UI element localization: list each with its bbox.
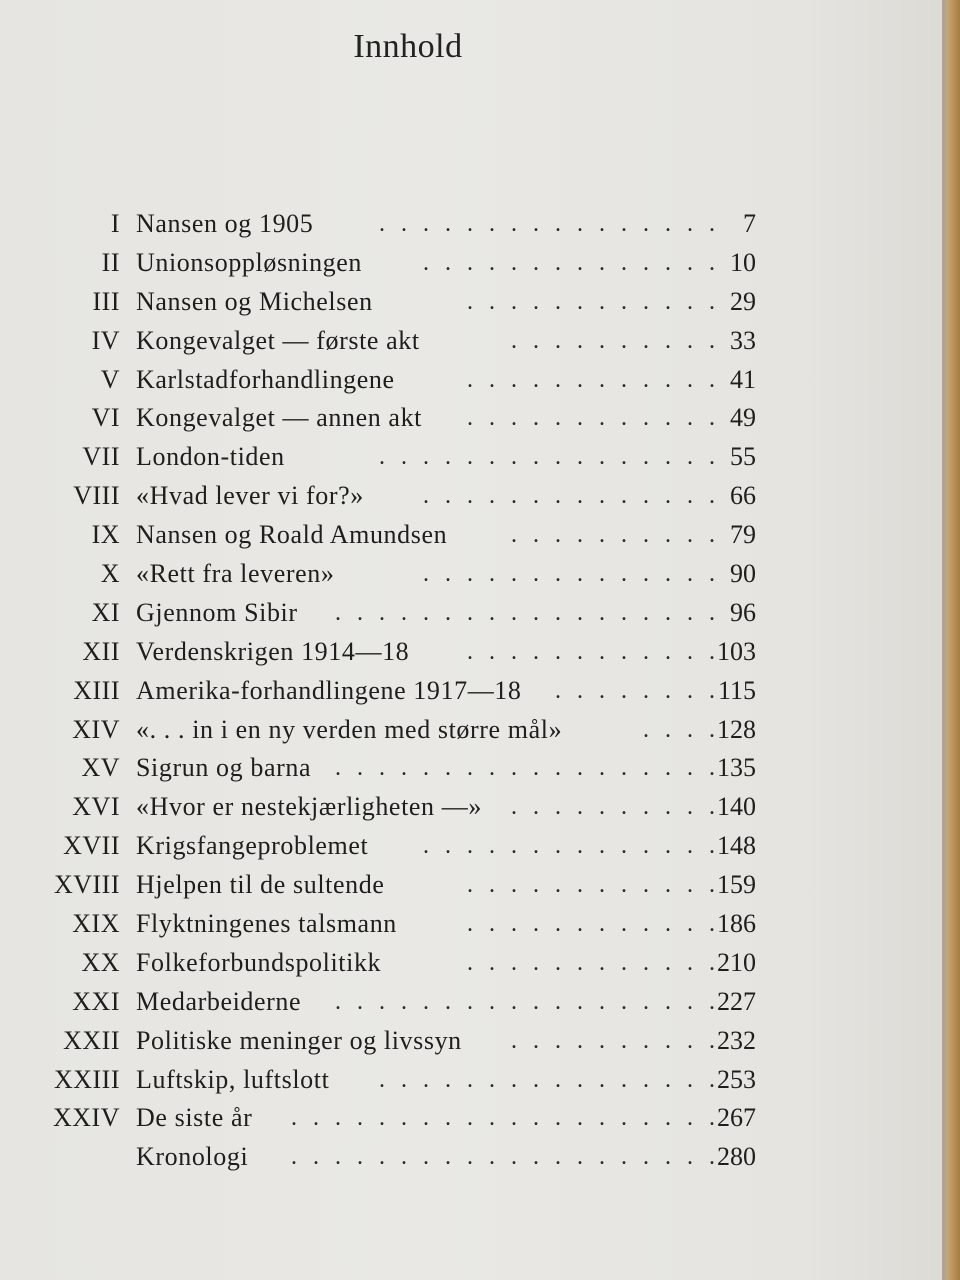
page-number: 49 (730, 403, 756, 433)
chapter-number: XIV (72, 714, 120, 744)
page-number: 280 (717, 1142, 756, 1172)
toc-entry (0, 1138, 942, 1177)
toc-entry (0, 322, 942, 361)
page-number: 90 (730, 559, 756, 589)
page-number: 96 (730, 597, 756, 627)
toc-entry (0, 361, 942, 400)
chapter-number: VI (91, 403, 120, 433)
chapter-number: XII (82, 636, 120, 666)
chapter-title: Folkeforbundspolitikk (136, 947, 382, 977)
page-number: 41 (730, 364, 756, 394)
page-number: 140 (717, 792, 756, 822)
chapter-number: XXI (72, 986, 120, 1016)
page-number: 79 (730, 520, 756, 550)
page-number: 115 (717, 675, 756, 705)
table-of-contents (0, 205, 942, 1177)
chapter-title: Flyktningenes talsmann (136, 909, 397, 939)
leader-dots: . . . . . . . . . . . . (467, 638, 720, 665)
chapter-title: Nansen og 1905 (136, 209, 314, 238)
chapter-title: De siste år (136, 1103, 253, 1133)
page-number: 253 (717, 1064, 756, 1094)
toc-entry (0, 244, 942, 283)
chapter-title: Amerika-forhandlingene 1917—18 (136, 675, 522, 705)
page-title: Innhold (353, 28, 463, 65)
toc-entry (0, 1022, 942, 1061)
page-number: 55 (730, 442, 756, 472)
leader-dots: . . . . . . . . . . (511, 1027, 720, 1054)
toc-entry (0, 1061, 942, 1100)
chapter-title: Nansen og Michelsen (136, 286, 373, 316)
chapter-number: XXIII (53, 1064, 120, 1094)
leader-dots: . . . . . . . . . . . . (467, 911, 720, 938)
toc-entry (0, 827, 942, 866)
page-number: 210 (717, 947, 756, 977)
toc-entry (0, 749, 942, 788)
chapter-number: VII (82, 442, 120, 472)
chapter-number: X (100, 559, 120, 589)
page-number: 10 (730, 247, 756, 277)
toc-entry (0, 205, 942, 244)
leader-dots: . . . . . . . . . . . . . . . . . . . . (291, 1105, 720, 1132)
toc-entry (0, 672, 942, 711)
toc-entry (0, 283, 942, 322)
toc-entry (0, 788, 942, 827)
leader-dots: . . . . . . . . . . . . (467, 949, 720, 976)
page-number: 29 (730, 286, 756, 316)
chapter-title: «Hvor er nestekjærligheten —» (136, 792, 482, 822)
leader-dots: . . . . . . . . . . . . . . . . (379, 1066, 720, 1093)
leader-dots: . . . . . . . . (555, 677, 720, 704)
chapter-title: Kronologi (136, 1142, 249, 1172)
chapter-title: Kongevalget — annen akt (136, 403, 422, 433)
chapter-title: Hjelpen til de sultende (136, 870, 385, 900)
toc-entry (0, 866, 942, 905)
chapter-number: II (101, 247, 120, 277)
leader-dots: . . . . . . . . . . . . . . (423, 833, 720, 860)
chapter-title: Krigsfangeproblemet (136, 831, 369, 861)
leader-dots: . . . . . . . . . . . . . . . . (379, 211, 720, 237)
chapter-title: Unionsoppløsningen (136, 247, 363, 277)
chapter-title: Nansen og Roald Amundsen (136, 520, 448, 550)
chapter-title: Sigrun og barna (136, 753, 312, 783)
chapter-number: IX (91, 520, 120, 550)
toc-entry (0, 905, 942, 944)
leader-dots: . . . . . . . . . . . . . . . . . . (335, 599, 720, 626)
chapter-title: Medarbeiderne (136, 986, 302, 1016)
chapter-number: XXIV (53, 1103, 120, 1133)
leader-dots: . . . . . . . . . . . . . . (423, 561, 720, 588)
chapter-number: XIX (72, 909, 120, 939)
leader-dots: . . . . . . . . . . (511, 327, 720, 354)
leader-dots: . . . . . . . . . . . . . . . . . . (335, 988, 720, 1015)
toc-entry (0, 633, 942, 672)
toc-entry (0, 1099, 942, 1138)
leader-dots: . . . . . . . . . . (511, 794, 720, 821)
chapter-title: London-tiden (136, 442, 285, 472)
chapter-number: III (92, 286, 120, 316)
leader-dots: . . . . . . . . . . . . . . . . (379, 444, 720, 471)
chapter-number: XX (81, 947, 120, 977)
chapter-number: VIII (73, 481, 120, 511)
toc-entry (0, 477, 942, 516)
chapter-number: XV (81, 753, 120, 783)
toc-entry (0, 399, 942, 438)
chapter-number: I (110, 209, 120, 238)
chapter-title: Verdenskrigen 1914—18 (136, 636, 410, 666)
page-number: 148 (717, 831, 756, 861)
page-number: 227 (717, 986, 756, 1016)
page-number: 7 (743, 209, 756, 238)
toc-entry (0, 711, 942, 750)
leader-dots: . . . . . . . . . . . . . . . . . . (335, 755, 720, 782)
page-number: 232 (717, 1025, 756, 1055)
page-number: 267 (717, 1103, 756, 1133)
leader-dots: . . . . (643, 716, 720, 743)
page-number: 103 (717, 636, 756, 666)
chapter-number: XVI (72, 792, 120, 822)
toc-entry (0, 555, 942, 594)
chapter-title: Politiske meninger og livssyn (136, 1025, 462, 1055)
page-number: 33 (730, 325, 756, 355)
chapter-title: Karlstadforhandlingene (136, 364, 395, 394)
chapter-title: «Rett fra leveren» (136, 559, 335, 589)
page-number: 135 (717, 753, 756, 783)
leader-dots: . . . . . . . . . . . . . . . . . . . . (291, 1144, 720, 1171)
leader-dots: . . . . . . . . . . . . . . (423, 249, 720, 276)
toc-entry (0, 594, 942, 633)
chapter-title: «. . . in i en ny verden med større mål» (136, 714, 563, 744)
chapter-number: XVIII (53, 870, 120, 900)
chapter-number: V (100, 364, 120, 394)
page-number: 186 (717, 909, 756, 939)
leader-dots: . . . . . . . . . . . . (467, 872, 720, 899)
page-number: 128 (717, 714, 756, 744)
chapter-number: XVII (63, 831, 120, 861)
chapter-number: XI (91, 597, 120, 627)
chapter-number: XIII (73, 675, 120, 705)
leader-dots: . . . . . . . . . . . . (467, 288, 720, 315)
toc-entry (0, 983, 942, 1022)
chapter-number: IV (91, 325, 120, 355)
page-number: 66 (730, 481, 756, 511)
page-edge (942, 0, 960, 1280)
chapter-title: Luftskip, luftslott (136, 1064, 330, 1094)
chapter-title: «Hvad lever vi for?» (136, 481, 364, 511)
chapter-title: Kongevalget — første akt (136, 325, 420, 355)
leader-dots: . . . . . . . . . . . . (467, 366, 720, 393)
toc-entry (0, 438, 942, 477)
leader-dots: . . . . . . . . . . (511, 522, 720, 549)
chapter-title: Gjennom Sibir (136, 597, 298, 627)
chapter-number: XXII (63, 1025, 120, 1055)
leader-dots: . . . . . . . . . . . . (467, 405, 720, 432)
toc-entry (0, 944, 942, 983)
toc-entry (0, 516, 942, 555)
page-number: 159 (717, 870, 756, 900)
leader-dots: . . . . . . . . . . . . . . (423, 483, 720, 510)
